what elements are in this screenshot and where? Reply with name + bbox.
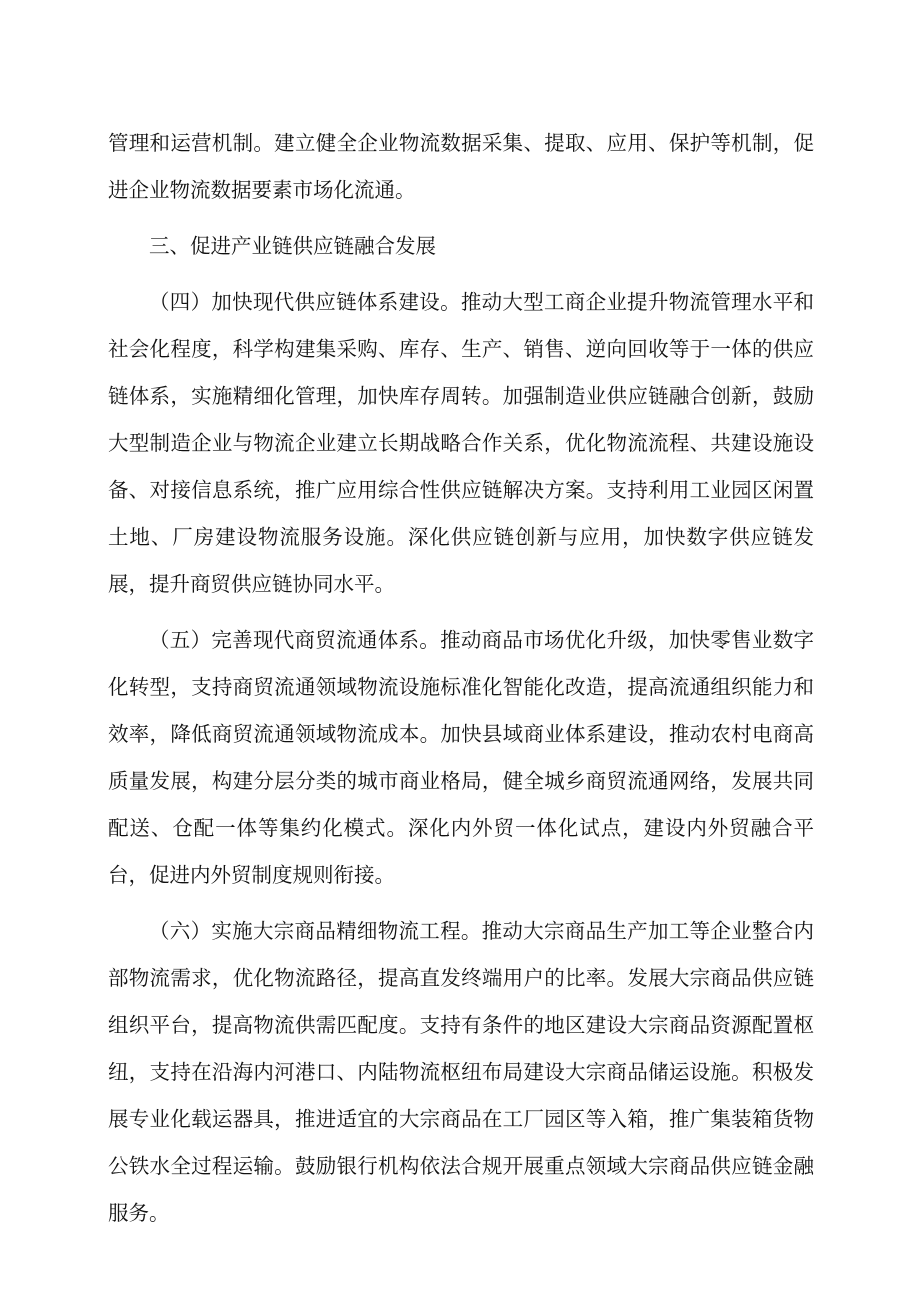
paragraph-item-6: （六）实施大宗商品精细物流工程。推动大宗商品生产加工等企业整合内部物流需求，优化物流路径，提高直发终端用户的比率。发展大宗商品供应链组织平台，提高物流供需匹配度。支持有条件的地区建设大宗商品资源配置枢纽，支持在沿海内河港口、内陆物流枢纽布局建设大宗商品储运设施。积极发展专业化载运器具，推进适宜的大宗商品在工厂园区等入箱，推广集装箱货物公铁水全过程运输。鼓励银行机构依法合规开展重点领域大宗商品供应链金融服务。 [108,919,814,1225]
section-heading: 三、促进产业链供应链融合发展 [149,234,436,258]
document-body [108,120,814,1237]
paragraph-item-4: （四）加快现代供应链体系建设。推动大型工商企业提升物流管理水平和社会化程度，科学构建集采购、库存、生产、销售、逆向回收等于一体的供应链体系，实施精细化管理，加快库存周转。加强制造业供应链融合创新，鼓励大型制造企业与物流企业建立长期战略合作关系，优化物流流程、共建设施设备、对接信息系统，推广应用综合性供应链解决方案。支持利用工业园区闲置土地、厂房建设物流服务设施。深化供应链创新与应用，加快数字供应链发展，提升商贸供应链协同水平。 [108,290,814,596]
paragraph-item-5: （五）完善现代商贸流通体系。推动商品市场优化升级，加快零售业数字化转型，支持商贸流通领域物流设施标准化智能化改造，提高流通组织能力和效率，降低商贸流通领域物流成本。加快县域商业体系建设，推动农村电商高质量发展，构建分层分类的城市商业格局，健全城乡商贸流通网络，发展共同配送、仓配一体等集约化模式。深化内外贸一体化试点，建设内外贸融合平台，促进内外贸制度规则衔接。 [108,628,814,887]
paragraph-continuation: 管理和运营机制。建立健全企业物流数据采集、提取、应用、保护等机制，促进企业物流数据要素市场化流通。 [108,131,814,202]
